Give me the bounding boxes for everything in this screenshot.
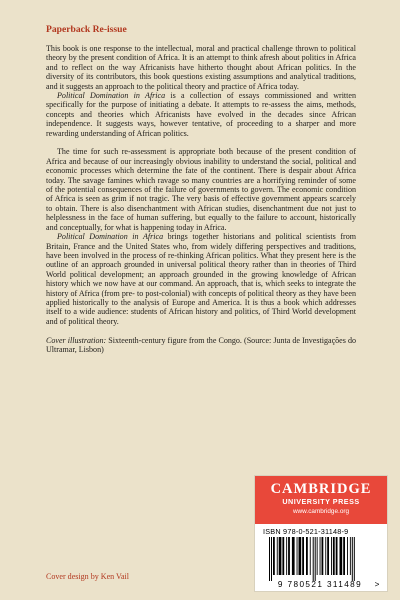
barcode-bar	[347, 537, 348, 575]
barcode-bar	[302, 537, 304, 575]
blurb-text	[46, 44, 356, 354]
cover-design-credit: Cover design by Ken Vail	[46, 572, 129, 581]
publisher-url: www.cambridge.org	[292, 508, 350, 515]
barcode-bar	[331, 537, 332, 575]
barcode-bar	[277, 537, 278, 575]
cover-illustration-note	[46, 336, 356, 355]
barcode-bar	[299, 537, 302, 575]
barcode-bar	[352, 537, 353, 581]
publisher-logo	[255, 476, 387, 524]
blurb-paragraph-4-text: brings together historians and political scientists from Britain, France and the United States who, from widely differing perspectives and traditions, have been involved in the process of re-thinking African politics. What they present here is the outline of an approach grounded in universal political theory rather than in theories of Third World political development; an approach grounded in the growing knowledge of African history which we now have at our command. An approach, that is, which seeks to integrate the history of Africa (from pre- to post-colonial) with concepts of political theory as they have been applied historically to the analysis of Europe and America. It is thus a book which addresses itself to a wide audience: students of African history and politics, of Third World development and of political theory.	[46, 232, 357, 326]
barcode-bar	[354, 537, 355, 581]
barcode-bar	[286, 537, 287, 575]
publisher-box	[254, 475, 388, 592]
cover-illustration-label: Cover illustration:	[46, 335, 107, 345]
barcode-bar	[343, 537, 345, 575]
barcode-bar	[306, 537, 308, 575]
barcode	[263, 537, 381, 589]
barcode-bar	[350, 537, 351, 575]
barcode-bar	[282, 537, 284, 575]
barcode-bar	[317, 537, 318, 575]
barcode-bar	[333, 537, 335, 575]
barcode-digits: 9 780521 311489	[277, 580, 363, 589]
barcode-bar	[288, 537, 290, 575]
barcode-bar	[269, 537, 270, 581]
isbn-label: ISBN 978-0-521-31148-9	[263, 527, 349, 536]
blurb-paragraph-1: This book is one response to the intellectual, moral and practical challenge thrown to political theory by the present condition of Africa. It is an attempt to think afresh about politics in Africa and to reflect on the way Africanists have hitherto thought about African politics. In the diversity of its contributors, this book questions existing assumptions and analytical traditions, and it suggests an approach to the political theory and practice of Africa today.	[46, 44, 356, 91]
barcode-bars	[269, 537, 355, 581]
barcode-bar	[279, 537, 282, 575]
book-title-italic: Political Domination in Africa	[57, 91, 166, 101]
barcode-bar	[273, 537, 275, 575]
blurb-paragraph-2	[46, 91, 356, 138]
publisher-name: CAMBRIDGE	[270, 481, 372, 497]
barcode-bar	[336, 537, 338, 575]
barcode-bar	[340, 537, 343, 575]
barcode-bar	[310, 537, 311, 575]
barcode-bar	[320, 537, 321, 575]
book-title-italic-2: Political Domination in Africa	[57, 232, 164, 242]
blurb-paragraph-4	[46, 232, 356, 326]
barcode-bar	[297, 537, 298, 575]
reissue-heading: Paperback Re-issue	[46, 24, 127, 35]
barcode-bar	[325, 537, 326, 575]
barcode-addon: >	[374, 580, 380, 589]
barcode-bar	[271, 537, 272, 581]
cover-illustration-text: Sixteenth-century figure from the Congo. (Source: Junta de Investigações do Ultramar, Lisbon)	[46, 335, 356, 354]
publisher-press: UNIVERSITY PRESS	[282, 497, 360, 506]
blurb-paragraph-2-text: is a collection of essays commissioned and written specifically for the purpose of initiating a debate. It attempts to re-assess the aims, methods, concepts and theories which Africanists have evolved in the decades since African independence. It suggests ways, however tentative, of proceeding to a sharper and more rewarding understanding of African politics.	[46, 91, 357, 138]
barcode-bar	[292, 537, 295, 575]
blurb-paragraph-3: The time for such re-assessment is appropriate both because of the present condition of Africa and because of our increasingly obvious inability to understand the social, political and economic processes which determine the fate of the continent. There is despair about Africa today. The savage famines which ravage so many countries are a horrifying reminder of some of the potential consequences of the failure of governments to govern. The economic condition of Africa is seen as grim if not tragic. The very basis of effective government appears scarcely to obtain. There is also disenchantment with African studies, disenchantment due not just to helplessness in the face of human suffering, but equally to the failure to account, historically and conceptually, for what is happening today in Africa.	[46, 147, 356, 232]
barcode-bar	[322, 537, 324, 575]
barcode-bar	[327, 537, 329, 575]
barcode-bar	[313, 537, 314, 581]
barcode-bar	[315, 537, 316, 581]
